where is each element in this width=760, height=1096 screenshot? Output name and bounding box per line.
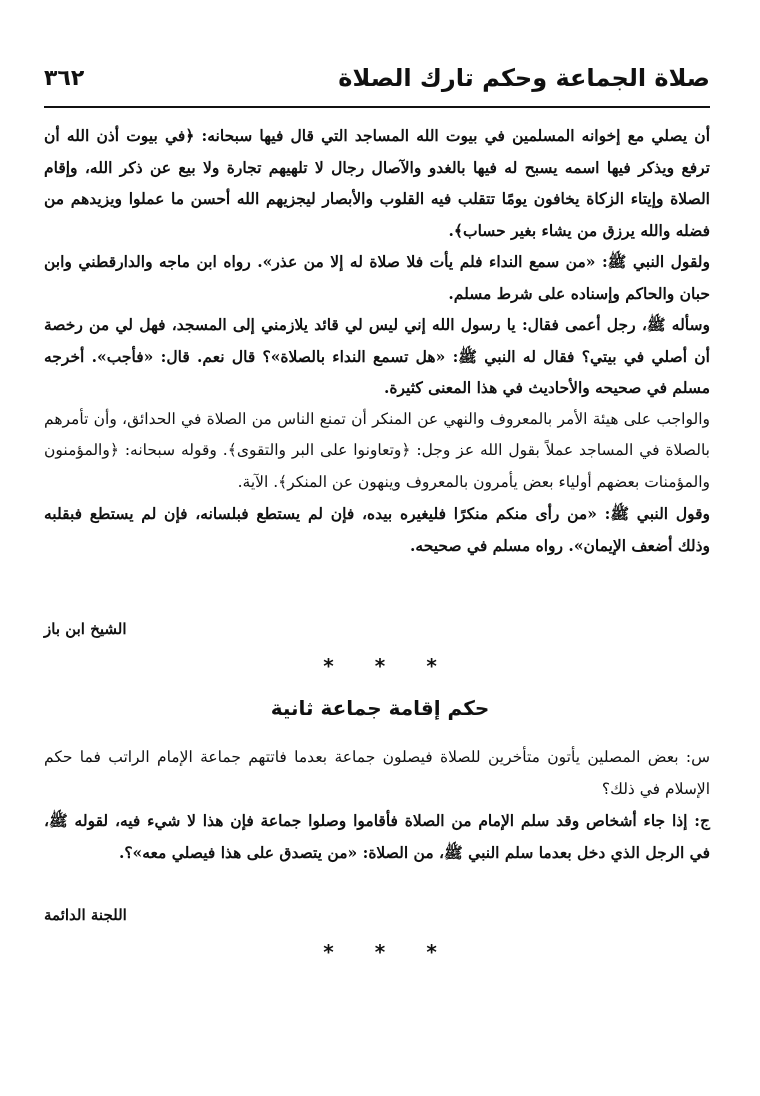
page-header <box>44 62 710 104</box>
question-paragraph: س: بعض المصلين يأتون متأخرين للصلاة فيصلون جماعة بعدما فاتتهم جماعة الإمام الراتب فما حكم الإسلام في ذلك؟ <box>44 748 710 798</box>
separator-star: * <box>323 940 334 964</box>
signature-permanent-committee: اللجنة الدائمة <box>44 906 127 924</box>
answer-paragraph: ج: إذا جاء أشخاص وقد سلم الإمام من الصلاة فأقاموا وصلوا جماعة فإن هذا لا شيء فيه، لقوله ﷺ، في الرجل الذي دخل بعدما سلم النبي ﷺ، من الصلاة: «من يتصدق على هذا فيصلي معه»؟. <box>44 811 710 862</box>
header-divider <box>44 106 710 108</box>
paragraph-quran-verse: أن يصلي مع إخوانه المسلمين في بيوت الله المساجد التي قال فيها سبحانه: ﴿في بيوت أذن الله أن ترفع ويذكر فيها اسمه يسبح له فيها بالغدو والآصال رجال لا تلهيهم تجارة ولا بيع عن ذكر الله، وإقام الصلاة وإيتاء الزكاة يخافون يومًا تتقلب فيه القلوب والأبصار ليجزيهم الله أحسن ما عملوا ويزيدهم من فضله والله يرزق من يشاء بغير حساب﴾. <box>44 126 710 240</box>
running-title: صلاة الجماعة وحكم تارك الصلاة <box>338 64 710 92</box>
separator-star: * <box>323 654 334 678</box>
paragraph-blind-man: وسأله ﷺ، رجل أعمى فقال: يا رسول الله إني ليس لي قائد يلازمني إلى المسجد، فهل لي من رخصة أن أصلي في بيتي؟ فقال له النبي ﷺ: «هل تسمع النداء بالصلاة»؟ قال نعم. قال: «فأجب». أخرجه مسلم في صحيحه والأحاديث في هذا المعنى كثيرة. <box>44 315 710 397</box>
section-title: حكم إقامة جماعة ثانية <box>270 696 490 720</box>
section-separator <box>0 654 760 678</box>
separator-star: * <box>426 940 437 964</box>
section-separator <box>0 940 760 964</box>
separator-star: * <box>374 654 386 678</box>
paragraph-hadith-call: ولقول النبي ﷺ: «من سمع النداء فلم يأت فلا صلاة له إلا من عذر». رواه ابن ماجه والدارقطني وابن حبان والحاكم وإسناده على شرط مسلم. <box>44 252 710 303</box>
signature-ibn-baz: الشيخ ابن باز <box>44 620 127 638</box>
separator-star: * <box>426 654 437 678</box>
paragraph-enjoining-good: والواجب على هيئة الأمر بالمعروف والنهي عن المنكر أن تمنع الناس من الصلاة في الحدائق، وأن تأمرهم بالصلاة في المساجد عملاً بقول الله عز وجل: ﴿وتعاونوا على البر والتقوى﴾. وقوله سبحانه: ﴿والمؤمنون والمؤمنات بعضهم أولياء بعض يأمرون بالمعروف وينهون عن المنكر﴾. الآية. <box>44 409 710 491</box>
section2-body <box>44 742 710 868</box>
page-number: ٣٦٢ <box>44 66 85 91</box>
paragraph-changing-evil: وقول النبي ﷺ: «من رأى منكم منكرًا فليغيره بيده، فإن لم يستطع فبلسانه، فإن لم يستطع فبقلبه وذلك أضعف الإيمان». رواه مسلم في صحيحه. <box>44 504 710 555</box>
separator-star: * <box>374 940 386 964</box>
section1-body <box>44 120 710 561</box>
